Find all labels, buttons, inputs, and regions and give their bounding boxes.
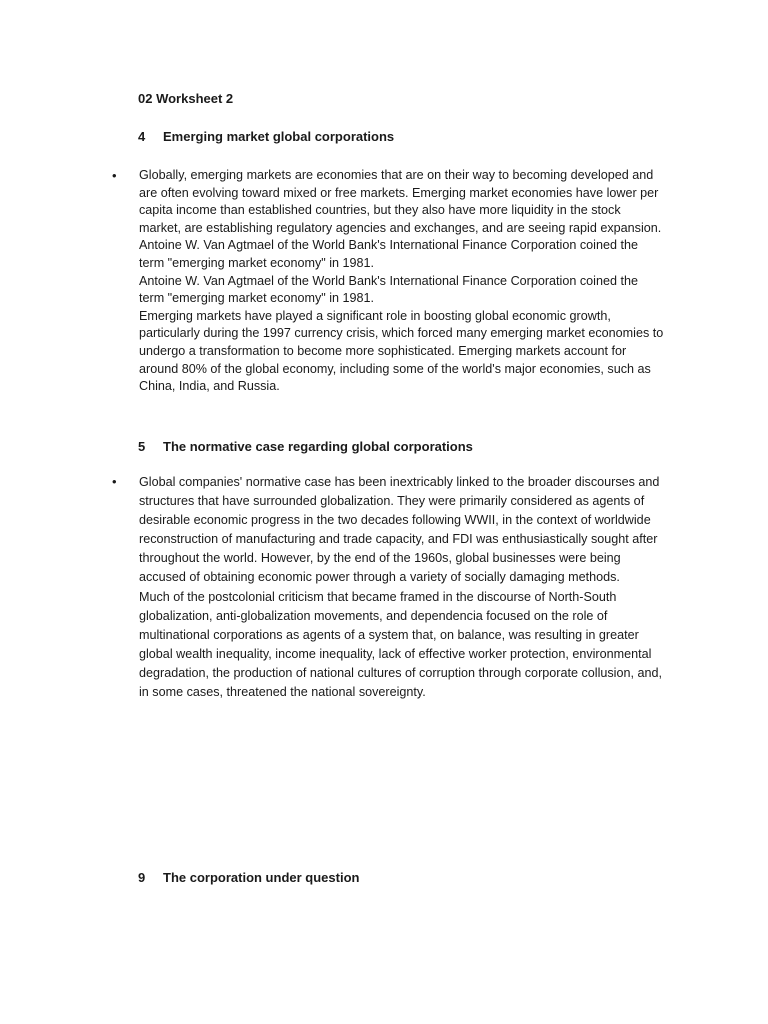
- paragraph: Antoine W. Van Agtmael of the World Bank's International Finance Corporation coined the term "emerging market economy" in 1981.: [139, 273, 638, 306]
- bullet-icon: •: [112, 168, 117, 183]
- paragraph: Globally, emerging markets are economies that are on their way to becoming developed and are often evolving toward mixed or free markets. Emerging market economies have lower per capita income than established countries, but they also have more liquidity in the stock market, are establishing regulatory agencies and exchanges, and are seeing rapid expansion. Antoine W. Van Agtmael of the World Bank's International Finance Corporation coined the term "emerging market economy" in 1981.: [139, 168, 662, 270]
- paragraph: Emerging markets have played a significant role in boosting global economic growth, particularly during the 1997 currency crisis, which forced many emerging market economies to undergo a transformation to become more sophisticated. Emerging markets account for around 80% of the global economy, including some of the world's major economies, such as China, India, and Russia.: [139, 308, 664, 394]
- paragraph: Much of the postcolonial criticism that became framed in the discourse of North-South globalization, anti-globalization movements, and dependencia focused on the role of multinational corporations as agents of a system that, on balance, was resulting in greater global wealth inequality, income inequality, lack of effective worker protection, environmental degradation, the production of national cultures of corruption through corporate collusion, and, in some cases, threatened the national sovereignty.: [139, 589, 662, 700]
- section-title: The normative case regarding global corporations: [163, 439, 473, 454]
- paragraph: Global companies' normative case has been inextricably linked to the broader discourses and structures that have surrounded globalization. They were primarily considered as agents of desirable economic progress in the two decades following WWII, in the context of worldwide reconstruction of manufacturing and trade capacity, and FDI was enthusiastically sought after throughout the world. However, by the end of the 1960s, global businesses were being accused of obtaining economic power through a variety of socially damaging methods.: [139, 475, 660, 585]
- section-number: 4: [138, 129, 146, 144]
- bullet-text: [139, 473, 666, 702]
- section-heading-9: [138, 869, 359, 886]
- section-heading-4: [138, 128, 394, 145]
- section-title: Emerging market global corporations: [163, 129, 395, 144]
- document-title: 02 Worksheet 2: [138, 91, 234, 106]
- section-number: 5: [138, 439, 146, 454]
- bullet-icon: •: [112, 474, 117, 489]
- section-number: 9: [138, 870, 146, 885]
- bullet-text: [139, 167, 666, 396]
- section-title: The corporation under question: [163, 870, 360, 885]
- section-heading-5: [138, 438, 473, 455]
